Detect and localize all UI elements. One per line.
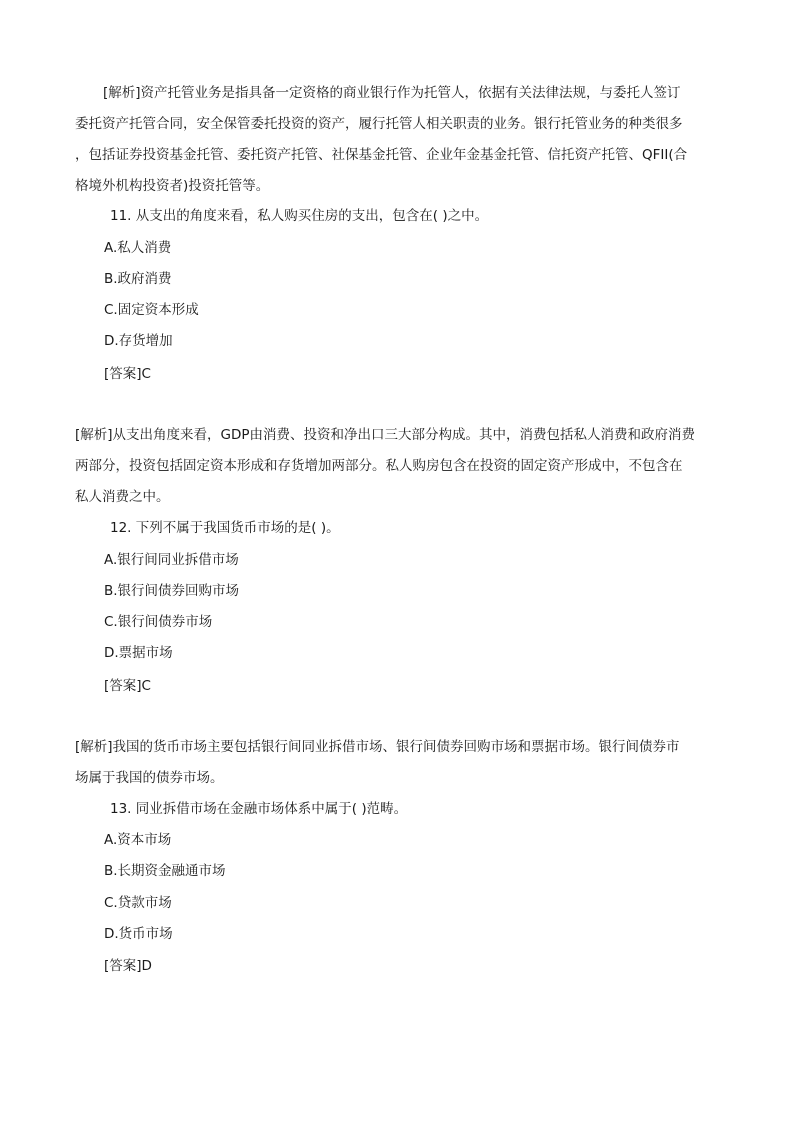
option-d: D.货币市场 <box>104 926 173 942</box>
option-b: B.政府消费 <box>104 271 172 287</box>
option-b: B.银行间债券回购市场 <box>104 583 240 599</box>
option-d: D.票据市场 <box>104 645 173 661</box>
question-13: 13. 同业拆借市场在金融市场体系中属于( )范畴。 <box>110 801 408 817</box>
option-a: A.资本市场 <box>104 832 172 848</box>
analysis-line: 委托资产托管合同，安全保管委托投资的资产，履行托管人相关职责的业务。银行托管业务的种类很多 <box>75 116 683 132</box>
analysis-line: 私人消费之中。 <box>75 489 170 505</box>
question-12: 12. 下列不属于我国货币市场的是( )。 <box>110 520 340 536</box>
option-b: B.长期资金融通市场 <box>104 863 226 879</box>
question-11: 11. 从支出的角度来看，私人购买住房的支出，包含在( )之中。 <box>110 208 489 224</box>
analysis-line: 两部分，投资包括固定资本形成和存货增加两部分。私人购房包含在投资的固定资产形成中，不包含在 <box>75 458 683 474</box>
analysis-paragraph-12 <box>75 732 725 794</box>
analysis-line: 格境外机构投资者)投资托管等。 <box>75 178 270 194</box>
analysis-paragraph-11 <box>75 420 725 513</box>
option-d: D.存货增加 <box>104 333 173 349</box>
analysis-line: 场属于我国的债券市场。 <box>75 770 224 786</box>
answer: [答案]C <box>104 366 151 382</box>
option-c: C.银行间债券市场 <box>104 614 213 630</box>
answer: [答案]C <box>104 678 151 694</box>
option-c: C.固定资本形成 <box>104 302 199 318</box>
option-a: A.私人消费 <box>104 240 172 256</box>
analysis-line: [解析]我国的货币市场主要包括银行间同业拆借市场、银行间债券回购市场和票据市场。银行间债券市 <box>75 739 680 755</box>
analysis-paragraph-10 <box>75 78 725 202</box>
analysis-line: [解析]从支出角度来看，GDP由消费、投资和净出口三大部分构成。其中，消费包括私人消费和政府消费 <box>75 427 696 443</box>
analysis-line: ，包括证券投资基金托管、委托资产托管、社保基金托管、企业年金基金托管、信托资产托管、QFII(合 <box>75 147 688 163</box>
option-a: A.银行间同业拆借市场 <box>104 552 239 568</box>
analysis-line: [解析]资产托管业务是指具备一定资格的商业银行作为托管人，依据有关法律法规，与委托人签订 <box>103 85 681 101</box>
answer: [答案]D <box>104 958 152 974</box>
option-c: C.贷款市场 <box>104 895 172 911</box>
